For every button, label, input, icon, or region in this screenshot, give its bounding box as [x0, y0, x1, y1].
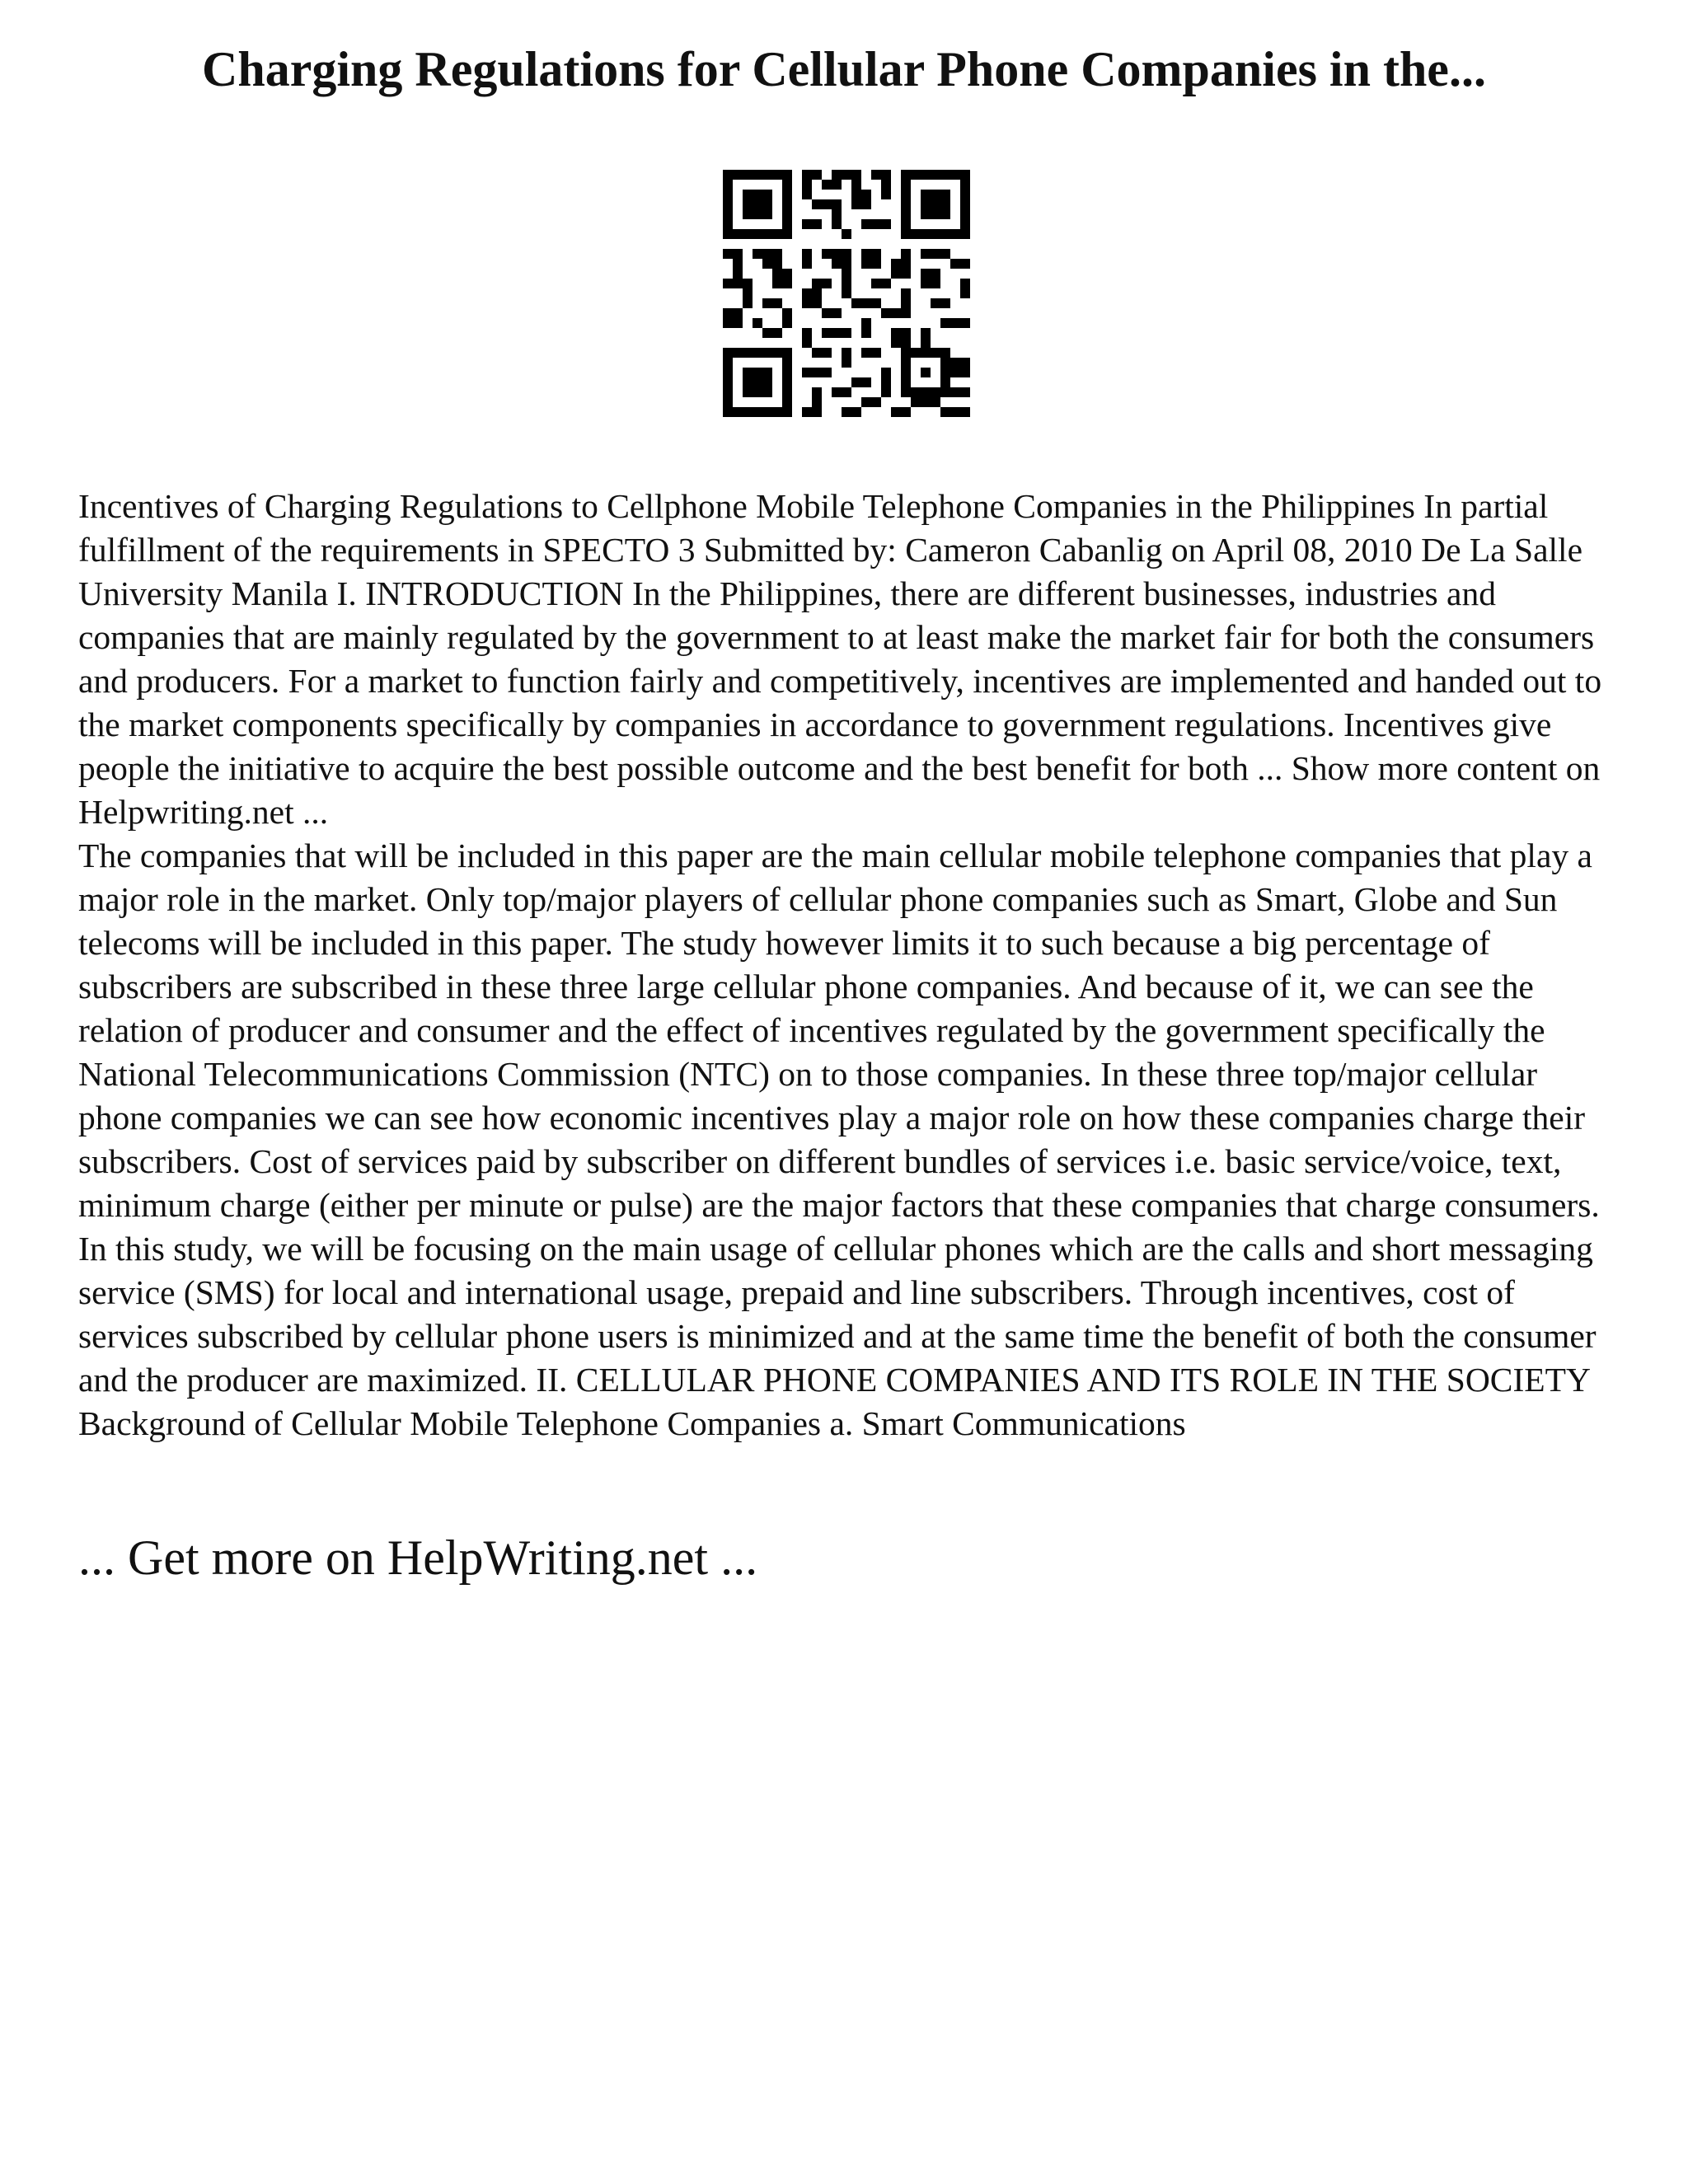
get-more-link[interactable]: ... Get more on HelpWriting.net ... — [78, 1530, 758, 1585]
qr-code-graphic — [723, 170, 970, 417]
article-body — [78, 485, 1628, 1446]
page-title: Charging Regulations for Cellular Phone Companies in the... — [202, 42, 1486, 96]
article-paragraph-1: Incentives of Charging Regulations to Cellphone Mobile Telephone Companies in the Philippines In partial fulfillment of the requirements in SPECTO 3 Submitted by: Cameron Cabanlig on April 08, 2010 De La Salle University Manila I. INTRODUCTION In the Philippines, there are different businesses, industries and companies that are mainly regulated by the government to at least make the market fair for both the consumers and producers. For a market to function fairly and competitively, incentives are implemented and handed out to the market components specifically by companies in accordance to government regulations. Incentives give people the initiative to acquire the best possible outcome and the best benefit for both ... Show more content on Helpwriting.net ... — [78, 487, 1602, 831]
article-paragraph-2: The companies that will be included in this paper are the main cellular mobile telephone companies that play a major role in the market. Only top/major players of cellular phone companies such as Smart, Globe and Sun telecoms will be included in this paper. The study however limits it to such because a big percentage of subscribers are subscribed in these three large cellular phone companies. And because of it, we can see the relation of producer and consumer and the effect of incentives regulated by the government specifically the National Telecommunications Commission (NTC) on to those companies. In these three top/major cellular phone companies we can see how economic incentives play a major role on how these companies charge their subscribers. Cost of services paid by subscriber on different bundles of services i.e. basic service/voice, text, minimum charge (either per minute or pulse) are the major factors that these companies that charge consumers. In this study, we will be focusing on the main usage of cellular phones which are the calls and short messaging service (SMS) for local and international usage, prepaid and line subscribers. Through incentives, cost of services subscribed by cellular phone users is minimized and at the same time the benefit of both the consumer and the producer are maximized. II. CELLULAR PHONE COMPANIES AND ITS ROLE IN THE SOCIETY Background of Cellular Mobile Telephone Companies a. Smart Communications — [78, 837, 1600, 1442]
qr-code-icon[interactable] — [723, 170, 970, 417]
